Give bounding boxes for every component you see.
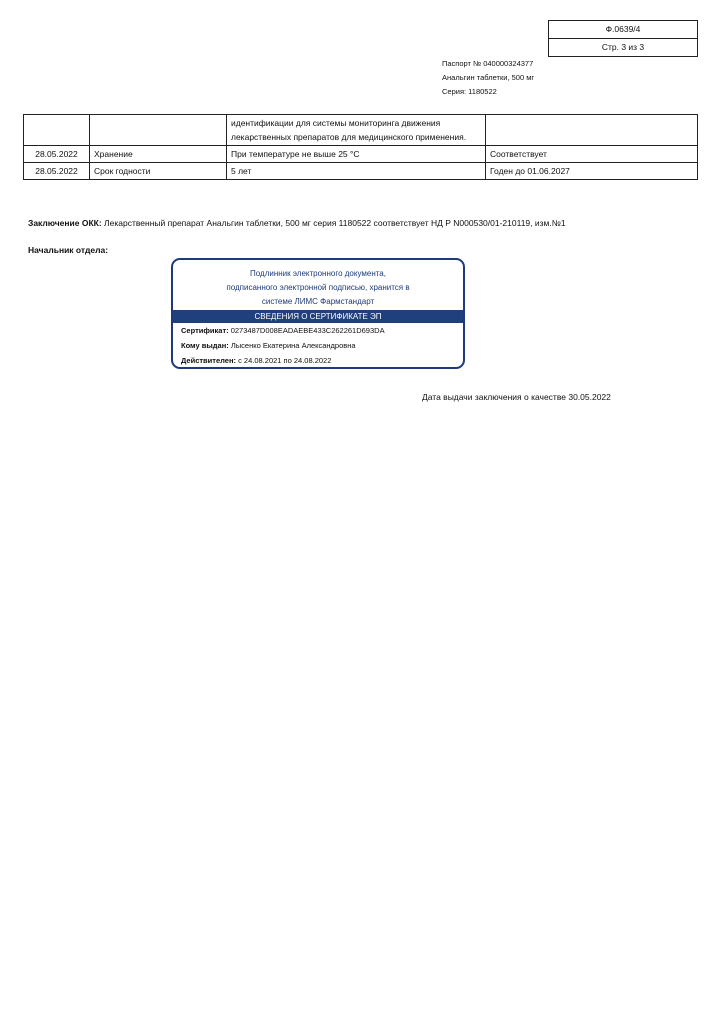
conclusion xyxy=(28,216,628,231)
stamp-certificate xyxy=(181,326,385,335)
electronic-signature-stamp xyxy=(171,258,465,369)
table-cell-date xyxy=(24,115,90,146)
stamp-line-3: системе ЛИМС Фармстандарт xyxy=(261,297,375,306)
stamp-certificate-label: Сертификат: xyxy=(181,326,229,335)
table-cell-date: 28.05.2022 xyxy=(24,163,90,180)
stamp-line-1: Подлинник электронного документа, xyxy=(250,269,386,278)
table-cell-name: Хранение xyxy=(90,146,227,163)
table-row xyxy=(24,146,698,163)
table-cell-date: 28.05.2022 xyxy=(24,146,90,163)
conclusion-label: Заключение ОКК: xyxy=(28,218,102,228)
stamp-line-2: подписанного электронной подписью, хранится в xyxy=(226,283,410,292)
passport-number: Паспорт № 040000324377 xyxy=(442,59,534,68)
table-row xyxy=(24,163,698,180)
table-cell-requirement: идентификации для системы мониторинга движения лекарственных препаратов для медицинского применения. xyxy=(227,115,486,146)
issue-date: Дата выдачи заключения о качестве 30.05.2022 xyxy=(422,392,611,402)
product-name: Анальгин таблетки, 500 мг xyxy=(442,73,535,82)
stamp-issued-label: Кому выдан: xyxy=(181,341,229,350)
stamp-issued-value: Лысенко Екатерина Александровна xyxy=(228,341,356,350)
table-row xyxy=(24,115,698,146)
stamp-issued-to xyxy=(181,341,356,350)
table-cell-result xyxy=(486,115,698,146)
stamp-certificate-bar: СВЕДЕНИЯ О СЕРТИФИКАТЕ ЭП xyxy=(173,310,463,323)
stamp-validity xyxy=(181,356,331,365)
table-cell-name xyxy=(90,115,227,146)
passport-header xyxy=(442,57,534,99)
table-cell-result: Соответствует xyxy=(486,146,698,163)
table-cell-requirement: 5 лет xyxy=(227,163,486,180)
stamp-valid-label: Действителен: xyxy=(181,356,236,365)
conclusion-text: Лекарственный препарат Анальгин таблетки, 500 мг серия 1180522 соответствует НД Р N000530/01-210119, изм.№1 xyxy=(101,218,566,228)
series-number: Серия: 1180522 xyxy=(442,87,497,96)
results-table xyxy=(23,114,698,180)
head-of-department-label: Начальник отдела: xyxy=(28,245,109,255)
form-code: Ф.0639/4 xyxy=(605,24,641,34)
table-cell-name: Срок годности xyxy=(90,163,227,180)
form-code-box xyxy=(548,20,698,57)
table-cell-requirement: При температуре не выше 25 °С xyxy=(227,146,486,163)
stamp-header xyxy=(173,267,463,309)
stamp-valid-value: с 24.08.2021 по 24.08.2022 xyxy=(236,356,332,365)
page-number: Стр. 3 из 3 xyxy=(549,38,697,56)
stamp-certificate-value: 0273487D008EADAEBE433C262261D693DA xyxy=(228,326,385,335)
table-cell-result: Годен до 01.06.2027 xyxy=(486,163,698,180)
